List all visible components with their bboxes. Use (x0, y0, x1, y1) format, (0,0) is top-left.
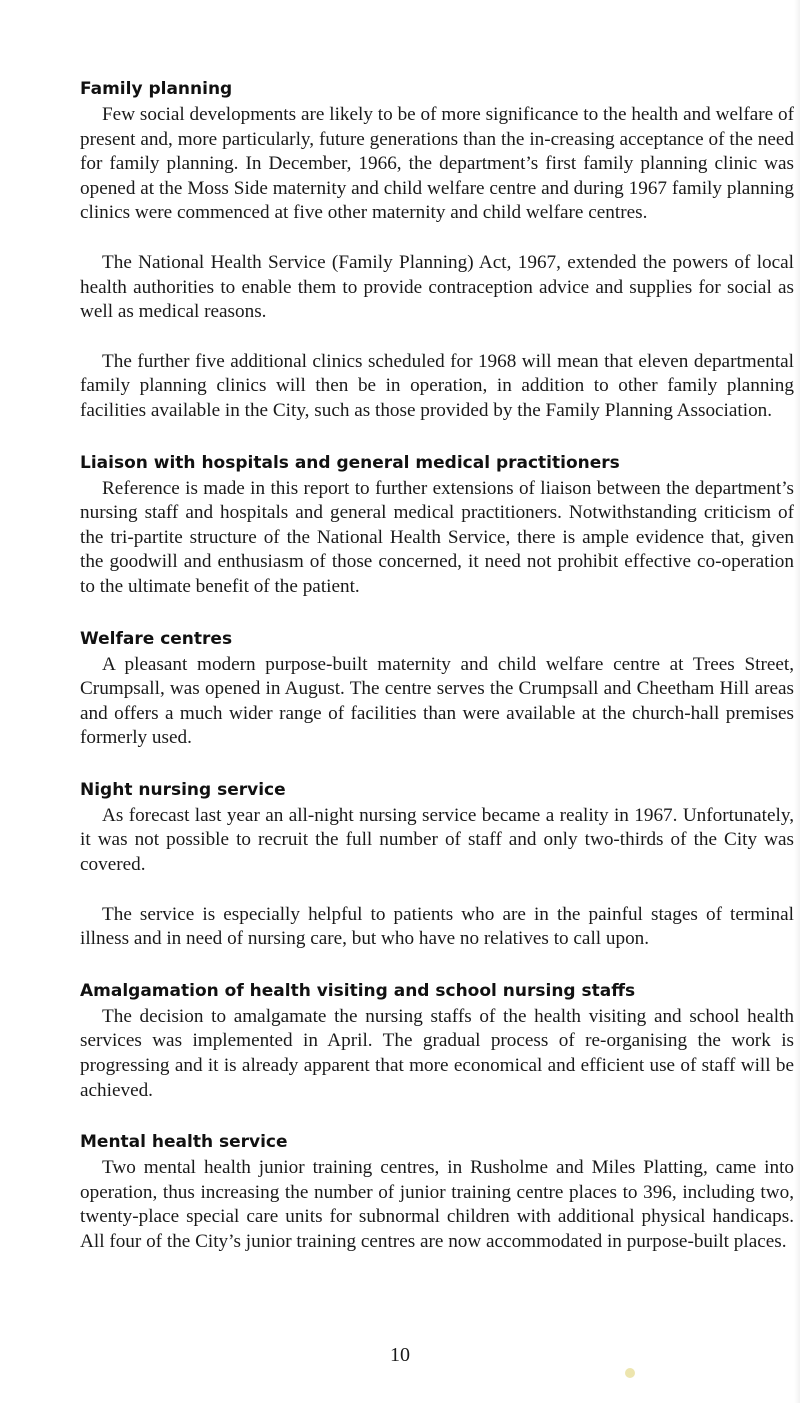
page-number: 10 (390, 1344, 410, 1366)
section-heading: Welfare centres (80, 628, 233, 649)
paragraph: Few social developments are likely to be of more significance to the health and welfare of present and, more particularly, future generations than the in-creasing acceptance of the need for family planning. In December, 1966, the department’s first family planning clinic was opened at the Moss Side maternity and child welfare centre and during 1967 family planning clinics were commenced at five other maternity and child welfare centres. (80, 104, 794, 224)
section-amalgamation (80, 980, 794, 1103)
paragraph: The service is especially helpful to patients who are in the painful stages of terminal illness and in need of nursing care, but who have no relatives to call upon. (80, 903, 794, 950)
paragraph: A pleasant modern purpose-built maternity and child welfare centre at Trees Street, Crumpsall, was opened in August. The centre serves the Crumpsall and Cheetham Hill areas and offers a much wider range of facilities than were available at the church-hall premises formerly used. (80, 653, 794, 749)
paragraph: As forecast last year an all-night nursing service became a reality in 1967. Unfortunately, it was not possible to recruit the full number of staff and only two-thirds of the City was covered. (80, 804, 794, 876)
section-mental-health (80, 1131, 794, 1254)
paper-stain (625, 1368, 635, 1378)
section-heading: Liaison with hospitals and general medical practitioners (80, 452, 620, 473)
section-heading: Mental health service (80, 1132, 288, 1153)
section-heading: Family planning (80, 79, 233, 99)
section-welfare-centres (80, 628, 794, 751)
paragraph: The decision to amalgamate the nursing staffs of the health visiting and school health services was implemented in April. The gradual process of re-organising the work is progressing and it is already apparent that more economical and efficient use of staff will be achieved. (80, 1005, 794, 1101)
paragraph: Two mental health junior training centres, in Rusholme and Miles Platting, came into operation, thus increasing the number of junior training centre places to 396, including two, twenty-place special care units for subnormal children with additional physical handicaps. All four of the City’s junior training centres are now accommodated in purpose-built places. (80, 1157, 794, 1252)
paragraph: The National Health Service (Family Planning) Act, 1967, extended the powers of local health authorities to enable them to provide contraception advice and supplies for social as well as medical reasons. (80, 251, 794, 323)
document-page (80, 78, 794, 1255)
section-family-planning (80, 78, 794, 424)
paragraph: The further five additional clinics scheduled for 1968 will mean that eleven departmental family planning clinics will then be in operation, in addition to other family planning facilities available in the City, such as those provided by the Family Planning Association. (80, 350, 794, 421)
section-heading: Amalgamation of health visiting and school nursing staffs (80, 980, 636, 1001)
paragraph: Reference is made in this report to further extensions of liaison between the department’s nursing staff and hospitals and general medical practitioners. Notwithstanding criticism of the tri-partite structure of the National Health Service, there is ample evidence that, given the goodwill and enthusiasm of those concerned, it need not prohibit effective co-operation to the ultimate benefit of the patient. (80, 477, 794, 597)
section-heading: Night nursing service (80, 779, 286, 800)
section-night-nursing (80, 779, 794, 952)
page-edge-shadow (794, 0, 800, 1403)
section-liaison (80, 452, 794, 600)
